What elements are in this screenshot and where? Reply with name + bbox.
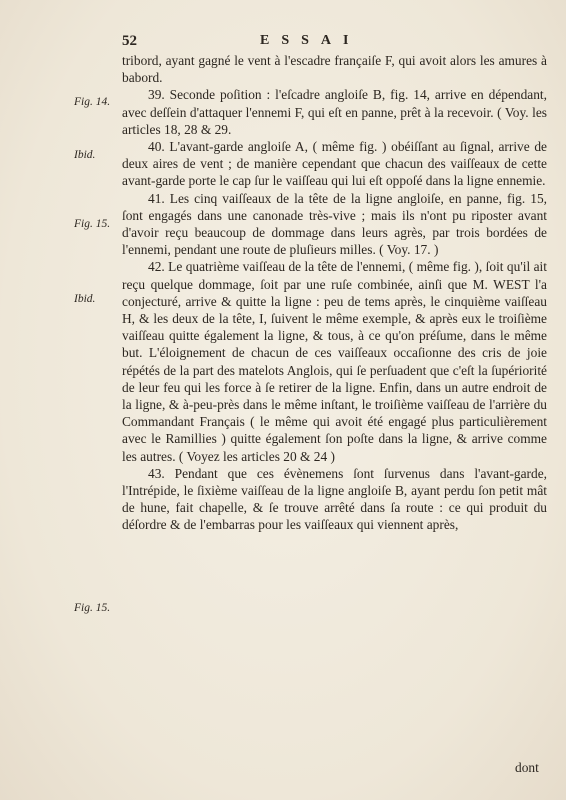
margin-note: Fig. 15. [74,218,111,230]
paragraph [122,258,547,464]
catch-word: dont [515,760,539,775]
page-number: 52 [122,33,137,49]
paragraph [122,86,547,138]
paragraph-text: 42. Le quatrième vaiſſeau de la tête de l'ennemi, ( même fig. ), ſoit qu'il ait reçu quelque dommage, ſoit par une ruſe combinée, ainſi que M. WEST l'a conjecturé, arrive & quitte la ligne : peu de tems après, le cinquième vaiſſeau H, & les deux de la tête, I, ſuivent le même exemple, & après eux le troiſième vaiſſeau quitte également la ligne, & tous, à ce qu'on préſume, dans le même but. L'éloignement de chacun de ces vaiſſeaux occaſionne des cris de joie répétés de la part des matelots Anglois, qui ſe perſuadent que c'eſt la ſupériorité de leur feu qui les force à ſe retirer de la ligne. Enfin, dans un autre endroit de la ligne, & à-peu-près dans le même inſtant, le troiſième vaiſſeau de l'arrière du Commandant Français ( le même qui avoit été engagé plus particulièrement avec le Ramillies ) quitte également ſon poſte dans la ligne, & arrive comme les autres. ( Voyez les articles 20 & 24 ) [122,259,547,464]
paragraph [122,465,547,534]
paragraph-text: 41. Les cinq vaiſſeaux de la tête de la ligne angloiſe, en panne, fig. 15, ſont engagés dans une canonade très-vive ; mais ils n'ont pu riposter avant d'avoir reçu beaucoup de dommage dans leurs agrès, par trois bordées de l'ennemi, pendant une route de pluſieurs milles. ( Voy. 17. ) [122,190,547,258]
margin-note: Ibid. [74,149,96,161]
margin-note: Fig. 14. [74,96,111,108]
paragraph-text: 43. Pendant que ces évènemens ſont ſurvenus dans l'avant-garde, l'Intrépide, le ſixième vaiſſeau de la ligne angloiſe B, ayant perdu ſon petit mât de hune, fait chapelle, & ſe trouve arrêté dans ſa route : ce qui produit du déſordre & de l'embarras pour les vaiſſeaux qui viennent après, [122,465,547,533]
margin-note: Fig. 15. [74,602,111,614]
body-text [122,52,547,534]
running-title: ESSAI [260,33,361,48]
paragraph-text: 40. L'avant-garde angloiſe A, ( même fig. ) obéiſſant au ſignal, arrive de deux aires de vent ; de manière cependant que chacun des vaiſſeaux de cette avant-garde porte le cap ſur le vaiſſeau qui lui eſt oppoſé dans la ligne ennemie. [122,139,547,189]
paragraph-text: tribord, ayant gagné le vent à l'escadre françaiſe F, qui avoit alors les amures à babord. [122,53,547,86]
paragraph-text: 39. Seconde poſition : l'eſcadre angloiſe B, fig. 14, arrive en dépendant, avec deſſein d'attaquer l'ennemi F, qui eſt en panne, prêt à la recevoir. ( Voy. les articles 18, 28 & 29. [122,87,547,137]
paragraph [122,52,547,86]
margin-note: Ibid. [74,293,96,305]
paragraph [122,190,547,259]
paragraph [122,138,547,190]
